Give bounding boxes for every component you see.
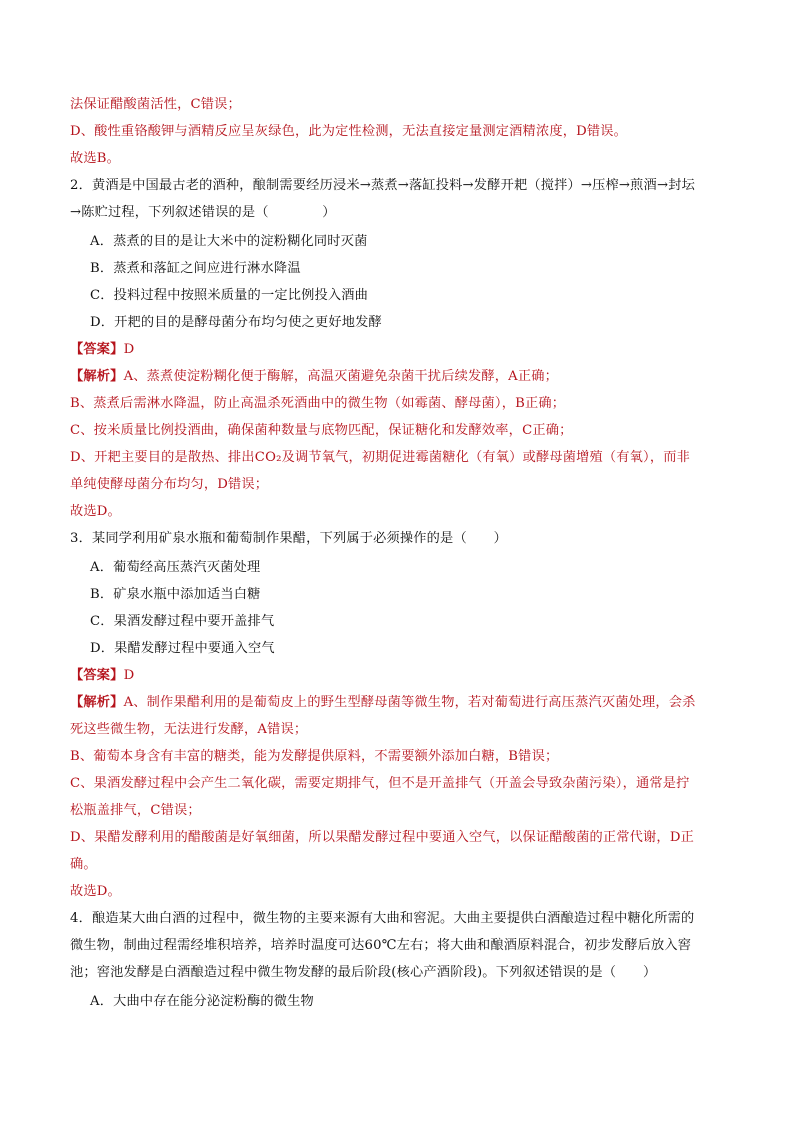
analysis-line: 单纯使酵母菌分布均匀，D错误； xyxy=(70,477,269,492)
prev-analysis-line: 法保证醋酸菌活性，C错误； xyxy=(70,97,241,112)
analysis-line: B、蒸煮后需淋水降温，防止高温杀死酒曲中的微生物（如霉菌、酵母菌），B正确； xyxy=(70,396,566,411)
analysis-line: 松瓶盖排气，C错误； xyxy=(70,803,201,818)
question-2-option-d: D．开耙的目的是酵母菌分布均匀使之更好地发酵 xyxy=(90,315,382,330)
answer-value: D xyxy=(123,668,135,683)
analysis-line: D、开耙主要目的是散热、排出CO₂及调节氧气，初期促进霉菌糖化（有氧）或酵母菌增殖（有氧），而非 xyxy=(70,450,691,465)
question-3-option-a: A．葡萄经高压蒸汽灭菌处理 xyxy=(90,560,261,575)
analysis-line: B、葡萄本身含有丰富的糖类，能为发酵提供原料，不需要额外添加白糖，B错误； xyxy=(70,749,559,764)
question-2-answer xyxy=(70,341,134,359)
analysis-tag: 【解析】 xyxy=(70,695,124,710)
question-4-stem: 池；窖池发酵是白酒酿造过程中微生物发酵的最后阶段(核心产酒阶段)。下列叙述错误的是（ ） xyxy=(70,965,657,980)
question-4-stem: 4．酿造某大曲白酒的过程中，微生物的主要来源有大曲和窖泥。大曲主要提供白酒酿造过程中糖化所需的 xyxy=(70,911,695,926)
answer-value: D xyxy=(123,342,135,357)
conclusion: 故选D。 xyxy=(70,884,121,899)
analysis-line: C、按米质量比例投酒曲，确保菌种数量与底物匹配，保证糖化和发酵效率，C正确； xyxy=(70,423,573,438)
question-2-stem: →陈贮过程，下列叙述错误的是（ ） xyxy=(70,205,336,220)
question-2-analysis xyxy=(70,368,558,386)
analysis-line: D、果醋发酵利用的醋酸菌是好氧细菌，所以果醋发酵过程中要通入空气，以保证醋酸菌的正常代谢，D正 xyxy=(70,830,694,845)
analysis-line: 确。 xyxy=(70,857,97,872)
question-3-analysis xyxy=(70,694,696,712)
prev-conclusion: 故选B。 xyxy=(70,151,121,166)
question-3-option-c: C．果酒发酵过程中要开盖排气 xyxy=(90,614,275,629)
question-4-stem: 微生物，制曲过程需经堆积培养，培养时温度可达60℃左右；将大曲和酿酒原料混合，初步发酵后放入窖 xyxy=(70,938,692,953)
question-2-option-b: B．蒸煮和落缸之间应进行淋水降温 xyxy=(90,261,301,276)
question-3-option-d: D．果醋发酵过程中要通入空气 xyxy=(90,641,275,656)
answer-tag: 【答案】 xyxy=(70,342,124,357)
question-2-stem: 2．黄酒是中国最古老的酒种，酿制需要经历浸米→蒸煮→落缸投料→发酵开耙（搅拌）→压榨→煎酒→封坛 xyxy=(70,178,695,193)
question-3-stem: 3．某同学利用矿泉水瓶和葡萄制作果醋，下列属于必须操作的是（ ） xyxy=(70,531,507,546)
question-3-option-b: B．矿泉水瓶中添加适当白糖 xyxy=(90,587,261,602)
question-2-option-a: A．蒸煮的目的是让大米中的淀粉糊化同时灭菌 xyxy=(90,234,368,249)
analysis-text: A、制作果醋利用的是葡萄皮上的野生型酵母菌等微生物，若对葡萄进行高压蒸汽灭菌处理，会杀 xyxy=(123,695,696,710)
analysis-line: 死这些微生物，无法进行发酵，A错误； xyxy=(70,722,308,737)
question-2-option-c: C．投料过程中按照米质量的一定比例投入酒曲 xyxy=(90,288,369,303)
prev-analysis-line: D、酸性重铬酸钾与酒精反应呈灰绿色，此为定性检测，无法直接定量测定酒精浓度，D错误。 xyxy=(70,124,628,139)
analysis-text: A、蒸煮使淀粉糊化便于酶解，高温灭菌避免杂菌干扰后续发酵，A正确； xyxy=(123,369,559,384)
question-4-option-a: A．大曲中存在能分泌淀粉酶的微生物 xyxy=(90,994,314,1009)
question-3-answer xyxy=(70,667,134,685)
conclusion: 故选D。 xyxy=(70,504,121,519)
analysis-line: C、果酒发酵过程中会产生二氧化碳，需要定期排气，但不是开盖排气（开盖会导致杂菌污染），通常是拧 xyxy=(70,776,690,791)
analysis-tag: 【解析】 xyxy=(70,369,124,384)
answer-tag: 【答案】 xyxy=(70,668,124,683)
